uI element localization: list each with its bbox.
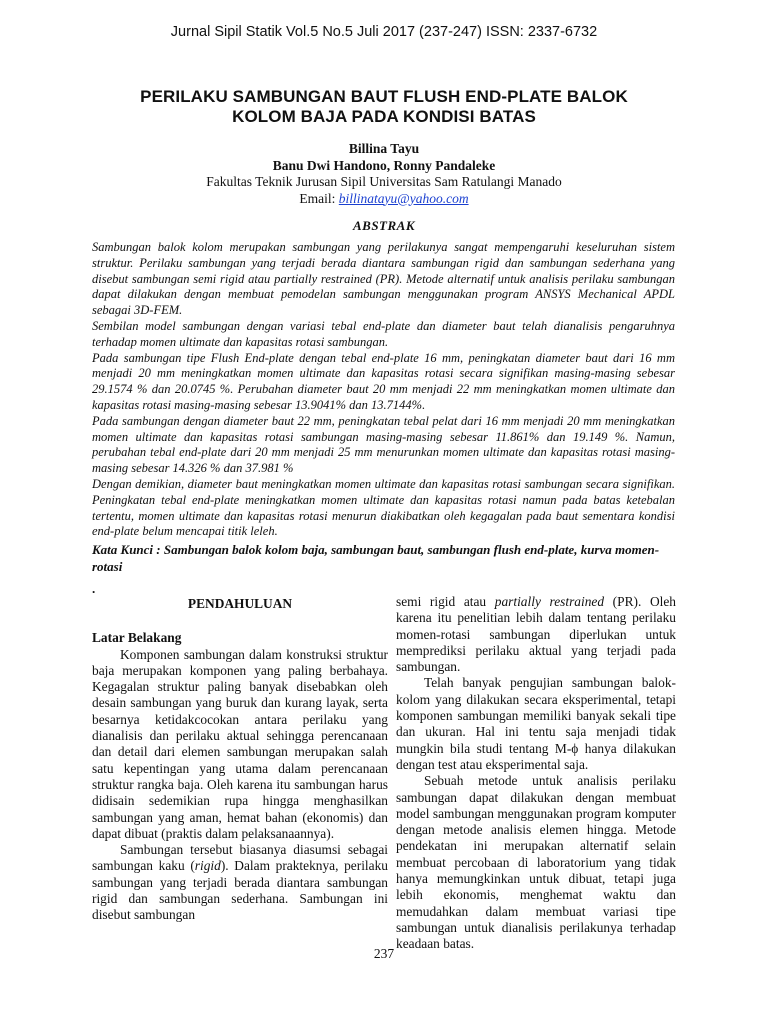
subsection-title-latar-belakang: Latar Belakang [92,630,182,646]
author-secondary: Banu Dwi Handono, Ronny Pandaleke [272,157,496,173]
paper-title-line-1: PERILAKU SAMBUNGAN BAUT FLUSH END-PLATE BALOK [140,87,628,106]
left-column [92,594,388,924]
paper-title-line-2: KOLOM BAJA PADA KONDISI BATAS [232,107,536,126]
abstract-heading: ABSTRAK [352,218,416,233]
email-link[interactable]: billinatayu@yahoo.com [338,190,469,206]
abstract-paragraph: Pada sambungan dengan diameter baut 22 mm, peningkatan tebal pelat dari 16 mm menjadi 20 mm meningkatkan momen ultimate dan kapasitas rotasi sambungan masing-masing sebesar 11.861% dan 19.149 %. Namun, perubahan tebal end-plate dari 20 mm menjadi 25 mm menurunkan momen ultimate dan kapasitas rotasi masing-masing sebesar 14.326 % dan 37.981 % [92,413,675,476]
abstract-paragraph: Pada sambungan tipe Flush End-plate dengan tebal end-plate 16 mm, peningkatan diameter baut dari 16 mm menjadi 20 mm meningkatkan momen ultimate dan kapasitas rotasi secara signifikan masing-masing sebesar 29.1574 % dan 20.0745 %. Perubahan diameter baut 20 mm menjadi 22 mm meningkatkan momen ultimate dan kapasitas rotasi masing-masing sebesar 13.9041% dan 13.7144%. [92,350,675,412]
body-paragraph: Telah banyak pengujian sambungan balok-kolom yang dilakukan secara eksperimental, tetapi komponen sambungan memiliki banyak sekali tipe dan ukuran. Hal ini tentu saja menjadi tidak mungkin bila studi tentang M-ϕ hanya dilakukan dengan test atau eksperimental saja. [396,675,676,772]
body-paragraph [92,842,388,923]
author-primary: Billina Tayu [348,141,420,156]
body-text-italic: rigid [194,858,221,874]
keywords: Kata Kunci : Sambungan balok kolom baja, sambungan baut, sambungan flush end-plate, kurva momen-rotasi [92,542,660,574]
body-text: ). Dalam prakteknya, perilaku sambungan yang terjadi berada diantara sambungan rigid dan sambungan sederhana. Sambungan ini disebut sambungan [92,858,388,923]
body-text: (PR). Oleh karena itu penelitian lebih dalam tentang perilaku momen-rotasi sambungan diperlukan untuk memprediksi perilaku aktual yang terjadi pada sambungan. [396,594,676,675]
abstract-body [92,240,675,540]
author-block [0,141,768,207]
affiliation: Fakultas Teknik Jurusan Sipil Universitas Sam Ratulangi Manado [206,174,562,189]
journal-header: Jurnal Sipil Statik Vol.5 No.5 Juli 2017 (237-247) ISSN: 2337-6732 [170,24,598,40]
abstract-paragraph: Sambungan balok kolom merupakan sambungan yang perilakunya sangat mempengaruhi keseluruhan sistem struktur. Perilaku sambungan yang terjadi berada diantara sambungan rigid dan sambungan sederhana yang disebut sambungan semi rigid atau partially restrained (PR). Metode alternatif untuk analisis perilaku sambungan dapat dilakukan dengan membuat pemodelan sambungan menggunakan program ANSYS Mechanical APDL sebagai 3D-FEM. [92,240,675,318]
body-text: semi rigid atau [396,594,495,609]
email-line [0,191,768,208]
email-label: Email: [299,190,339,206]
body-paragraph: Sebuah metode untuk analisis perilaku sambungan dapat dilakukan dengan membuat model sambungan menggunakan program komputer dengan metode analisis elemen hingga. Metode pendekatan ini merupakan alternatif selain membuat percobaan di laboratorium yang tidak hanya memungkinkan untuk dibuat, tetapi juga lebih ekonomis, menghemat waktu dan memudahkan dalam membuat variasi tipe sambungan untuk dianalisis perilakunya terhadap keadaan batas. [396,773,676,952]
section-title-pendahuluan: PENDAHULUAN [187,596,293,611]
abstract-paragraph: Dengan demikian, diameter baut meningkatkan momen ultimate dan kapasitas rotasi sambungan secara signifikan. Peningkatan tebal end-plate meningkatkan momen ultimate dan kapasitas rotasi namun pada batas ketebalan tertentu, momen ultimate dan kapasitas rotasi menurun diakibatkan oleh kegagalan pada baut sementara kondisi end-plate belum mencapai titik leleh. [92,476,675,539]
body-paragraph: Komponen sambungan dalam konstruksi struktur baja merupakan komponen yang paling berbahaya. Kegagalan struktur paling banyak disebabkan oleh desain sambungan yang buruk dan kurang layak, serta besarnya ketidakcocokan antara perilaku yang dianalisis dan perilaku aktual sehingga perencanaan dan detail dari elemen sambungan merupakan salah satu kepentingan yang utama dalam perencanaan struktur rangka baja. Oleh karena itu sambungan harus didisain sedemikian rupa hingga menghasilkan sambungan yang aman, hemat bahan (ekonomis) dan dapat dibuat (praktis dalam pelaksanaannya). [92,646,388,841]
body-text-italic: partially restrained [494,594,605,609]
abstract-paragraph: Sembilan model sambungan dengan variasi tebal end-plate dan diameter baut telah dianalisis pengaruhnya terhadap momen ultimate dan kapasitas rotasi sambungan. [92,318,675,349]
body-paragraph [396,594,676,675]
right-column [396,594,676,953]
page-number: 237 [373,946,395,961]
paper-title [60,87,708,127]
separator-dot: . [92,581,96,596]
body-text: Sambungan tersebut biasanya diasumsi sebagai sambungan kaku ( [92,842,388,874]
